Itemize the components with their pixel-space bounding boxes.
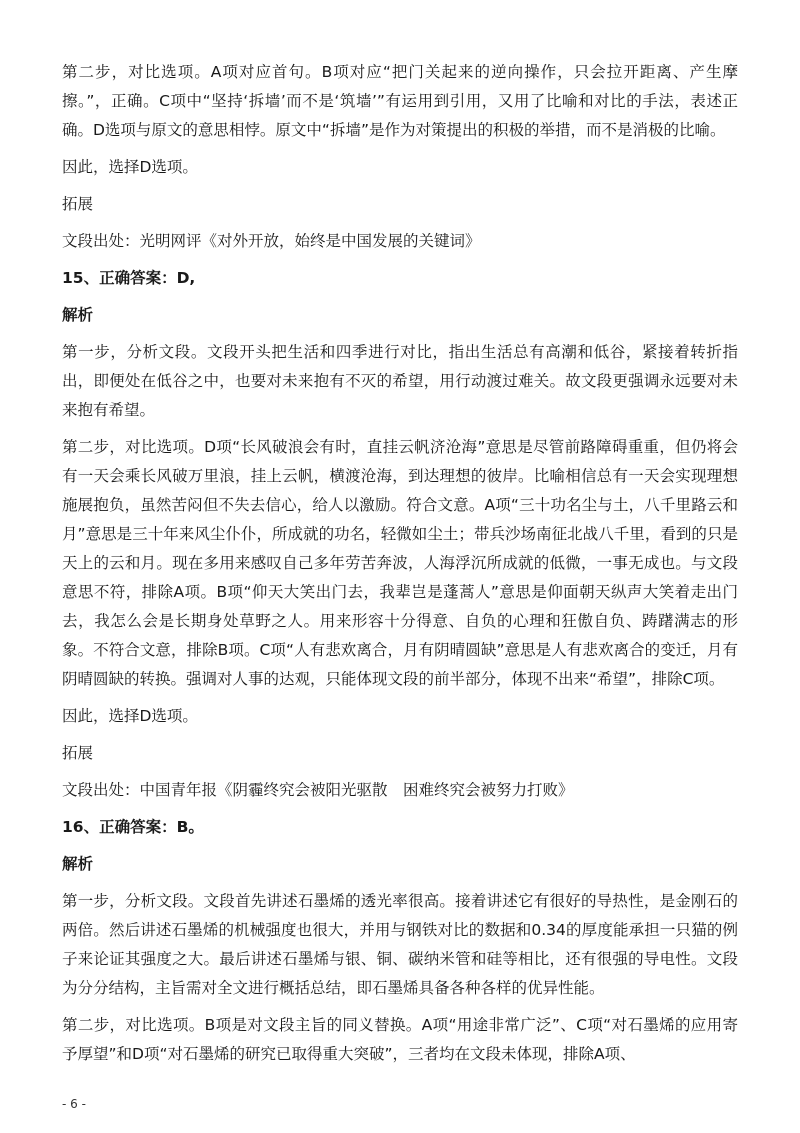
section-heading: 15、正确答案：D,: [62, 269, 196, 287]
paragraph: 文段出处：光明网评《对外开放，始终是中国发展的关键词》: [62, 232, 481, 250]
paragraph: 拓展: [62, 744, 94, 762]
paragraph: 第一步，分析文段。文段开头把生活和四季进行对比，指出生活总有高潮和低谷，紧接着转折指出，即便处在低谷之中，也要对未来抱有不灭的希望，用行动渡过难关。故文段更强调永远要对未来抱有希望。: [62, 343, 738, 419]
paragraph: 第二步，对比选项。B项是对文段主旨的同义替换。A项“用途非常广泛”、C项“对石墨烯的应用寄予厚望”和D项“对石墨烯的研究已取得重大突破”，三者均在文段未体现，排除A项、: [62, 1016, 738, 1063]
document-body: [62, 58, 738, 1069]
paragraph: 因此，选择D选项。: [62, 707, 198, 725]
paragraph: 因此，选择D选项。: [62, 158, 198, 176]
paragraph: 文段出处：中国青年报《阴霾终究会被阳光驱散 困难终究会被努力打败》: [62, 781, 574, 799]
page-number: - 6 -: [62, 1097, 86, 1111]
paragraph: 第二步，对比选项。D项“长风破浪会有时，直挂云帆济沧海”意思是尽管前路障碍重重，但仍将会有一天会乘长风破万里浪，挂上云帆，横渡沧海，到达理想的彼岸。比喻相信总有一天会实现理想施展抱负，虽然苦闷但不失去信心，给人以激励。符合文意。A项“三十功名尘与土，八千里路云和月”意思是三十年来风尘仆仆，所成就的功名，轻微如尘土；带兵沙场南征北战八千里，看到的只是天上的云和月。现在多用来感叹自己多年劳苦奔波，人海浮沉所成就的低微，一事无成也。与文段意思不符，排除A项。B项“仰天大笑出门去，我辈岂是蓬蒿人”意思是仰面朝天纵声大笑着走出门去，我怎么会是长期身处草野之人。用来形容十分得意、自负的心理和狂傲自负、踌躇满志的形象。不符合文意，排除B项。C项“人有悲欢离合，月有阴晴圆缺”意思是人有悲欢离合的变迁，月有阴晴圆缺的转换。强调对人事的达观，只能体现文段的前半部分，体现不出来“希望”，排除C项。: [62, 438, 738, 688]
paragraph: 第二步，对比选项。A项对应首句。B项对应“把门关起来的逆向操作，只会拉开距离、产生摩擦。”，正确。C项中“坚持‘拆墙’而不是‘筑墙’”有运用到引用，又用了比喻和对比的手法，表述正确。D选项与原文的意思相悖。原文中“拆墙”是作为对策提出的积极的举措，而不是消极的比喻。: [62, 63, 738, 139]
section-heading: 16、正确答案：B。: [62, 818, 204, 836]
paragraph: 拓展: [62, 195, 94, 213]
section-heading: 解析: [62, 306, 94, 324]
paragraph: 第一步，分析文段。文段首先讲述石墨烯的透光率很高。接着讲述它有很好的导热性，是金刚石的两倍。然后讲述石墨烯的机械强度也很大，并用与钢铁对比的数据和0.34的厚度能承担一只猫的例子来论证其强度之大。最后讲述石墨烯与银、铜、碳纳米管和硅等相比，还有很强的导电性。文段为分分结构，主旨需对全文进行概括总结，即石墨烯具备各种各样的优异性能。: [62, 892, 738, 997]
section-heading: 解析: [62, 855, 94, 873]
